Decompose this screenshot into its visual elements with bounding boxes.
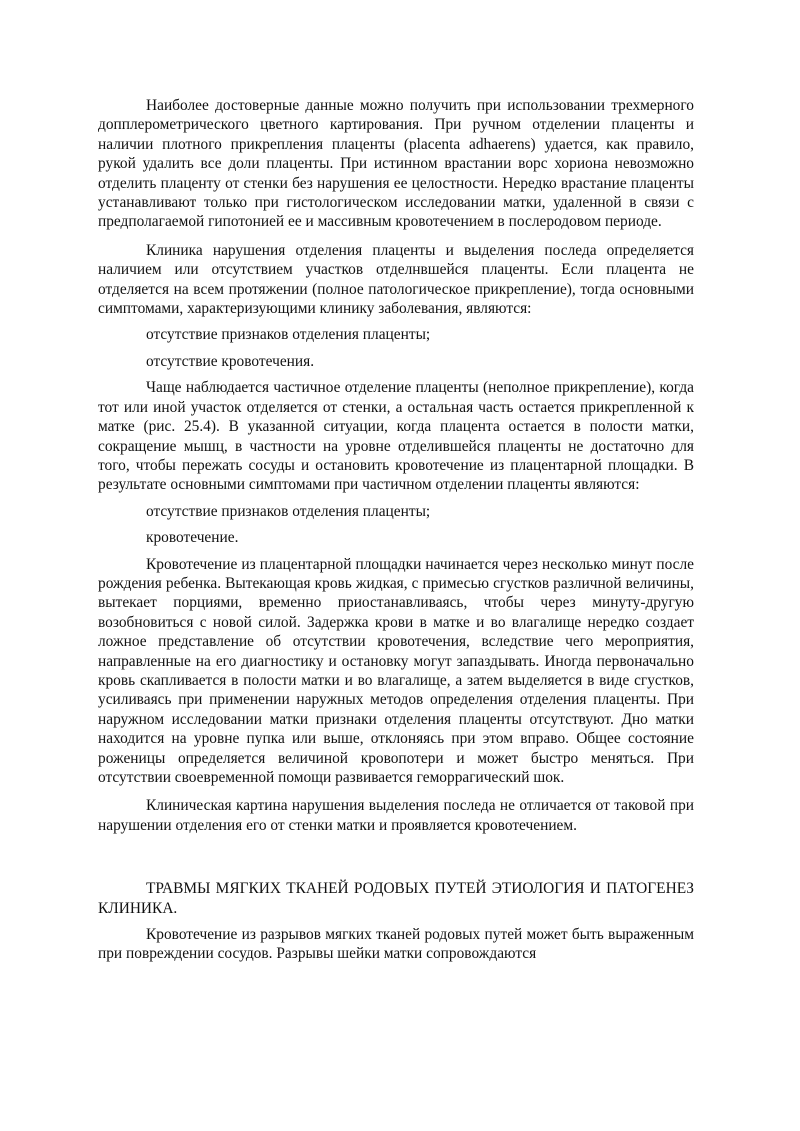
document-page [98, 96, 694, 964]
paragraph: Клиническая картина нарушения выделения последа не отличается от таковой при нарушении отделения его от стенки матки и проявляется кровотечением. [98, 797, 694, 834]
paragraph: Наиболее достоверные данные можно получить при использовании трехмерного допплерометрического цветного картирования. При ручном отделении плаценты и наличии плотного прикрепления плаценты (placenta adhaerens) удается, как правило, рукой удалить все доли плаценты. При истинном врастании ворс хориона невозможно отделить плаценту от стенки без нарушения ее целостности. Нередко врастание плаценты устанавливают только при гистологическом исследовании матки, удаленной в связи с предполагаемой гипотонией ее и массивным кровотечением в послеродовом периоде. [98, 97, 694, 231]
list-item: кровотечение. [146, 529, 239, 547]
paragraph: Кровотечение из разрывов мягких тканей родовых путей может быть выраженным при повреждении сосудов. Разрывы шейки матки сопровождаются [98, 926, 694, 963]
section-heading: ТРАВМЫ МЯГКИХ ТКАНЕЙ РОДОВЫХ ПУТЕЙ ЭТИОЛОГИЯ И ПАТОГЕНЕЗ КЛИНИКА. [98, 880, 694, 917]
list-item: отсутствие признаков отделения плаценты; [146, 326, 431, 344]
list-item: отсутствие признаков отделения плаценты; [146, 502, 431, 520]
paragraph: Клиника нарушения отделения плаценты и выделения последа определяется наличием или отсутствием участков отделнвшейся плаценты. Если плацента не отделяется на всем протяжении (полное патологическое прикрепление), тогда основными симптомами, характеризующими клинику заболевания, являются: [98, 241, 694, 318]
list-item: отсутствие кровотечения. [146, 352, 315, 370]
paragraph: Чаще наблюдается частичное отделение плаценты (неполное прикрепление), когда тот или иной участок отделяется от стенки, а остальная часть остается прикрепленной к матке (рис. 25.4). В указанной ситуации, когда плацента остается в полости матки, сокращение мышц, в частности на уровне отделившейся плаценты не достаточно для того, чтобы пережать сосуды и остановить кровотечение из плацентарной площадки. В результате основными симптомами при частичном отделении плаценты являются: [98, 379, 694, 494]
paragraph: Кровотечение из плацентарной площадки начинается через несколько минут после рождения ребенка. Вытекающая кровь жидкая, с примесью сгустков различной величины, вытекает порциями, временно приостанавливаясь, чтобы через минуту-другую возобновиться с новой силой. Задержка крови в матке и во влагалище нередко создает ложное представление об отсутствии кровотечения, вследствие чего мероприятия, направленные на его диагностику и остановку могут запаздывать. Иногда первоначально кровь скапливается в полости матки и во влагалище, а затем выделяется в виде сгустков, усиливаясь при применении наружных методов определения отделения плаценты. При наружном исследовании матки признаки отделения плаценты отсутствуют. Дно матки находится на уровне пупка или выше, отклоняясь при этом вправо. Общее состояние роженицы определяется величиной кровопотери и может быстро меняться. При отсутствии своевременной помощи развивается геморрагический шок. [98, 555, 694, 786]
